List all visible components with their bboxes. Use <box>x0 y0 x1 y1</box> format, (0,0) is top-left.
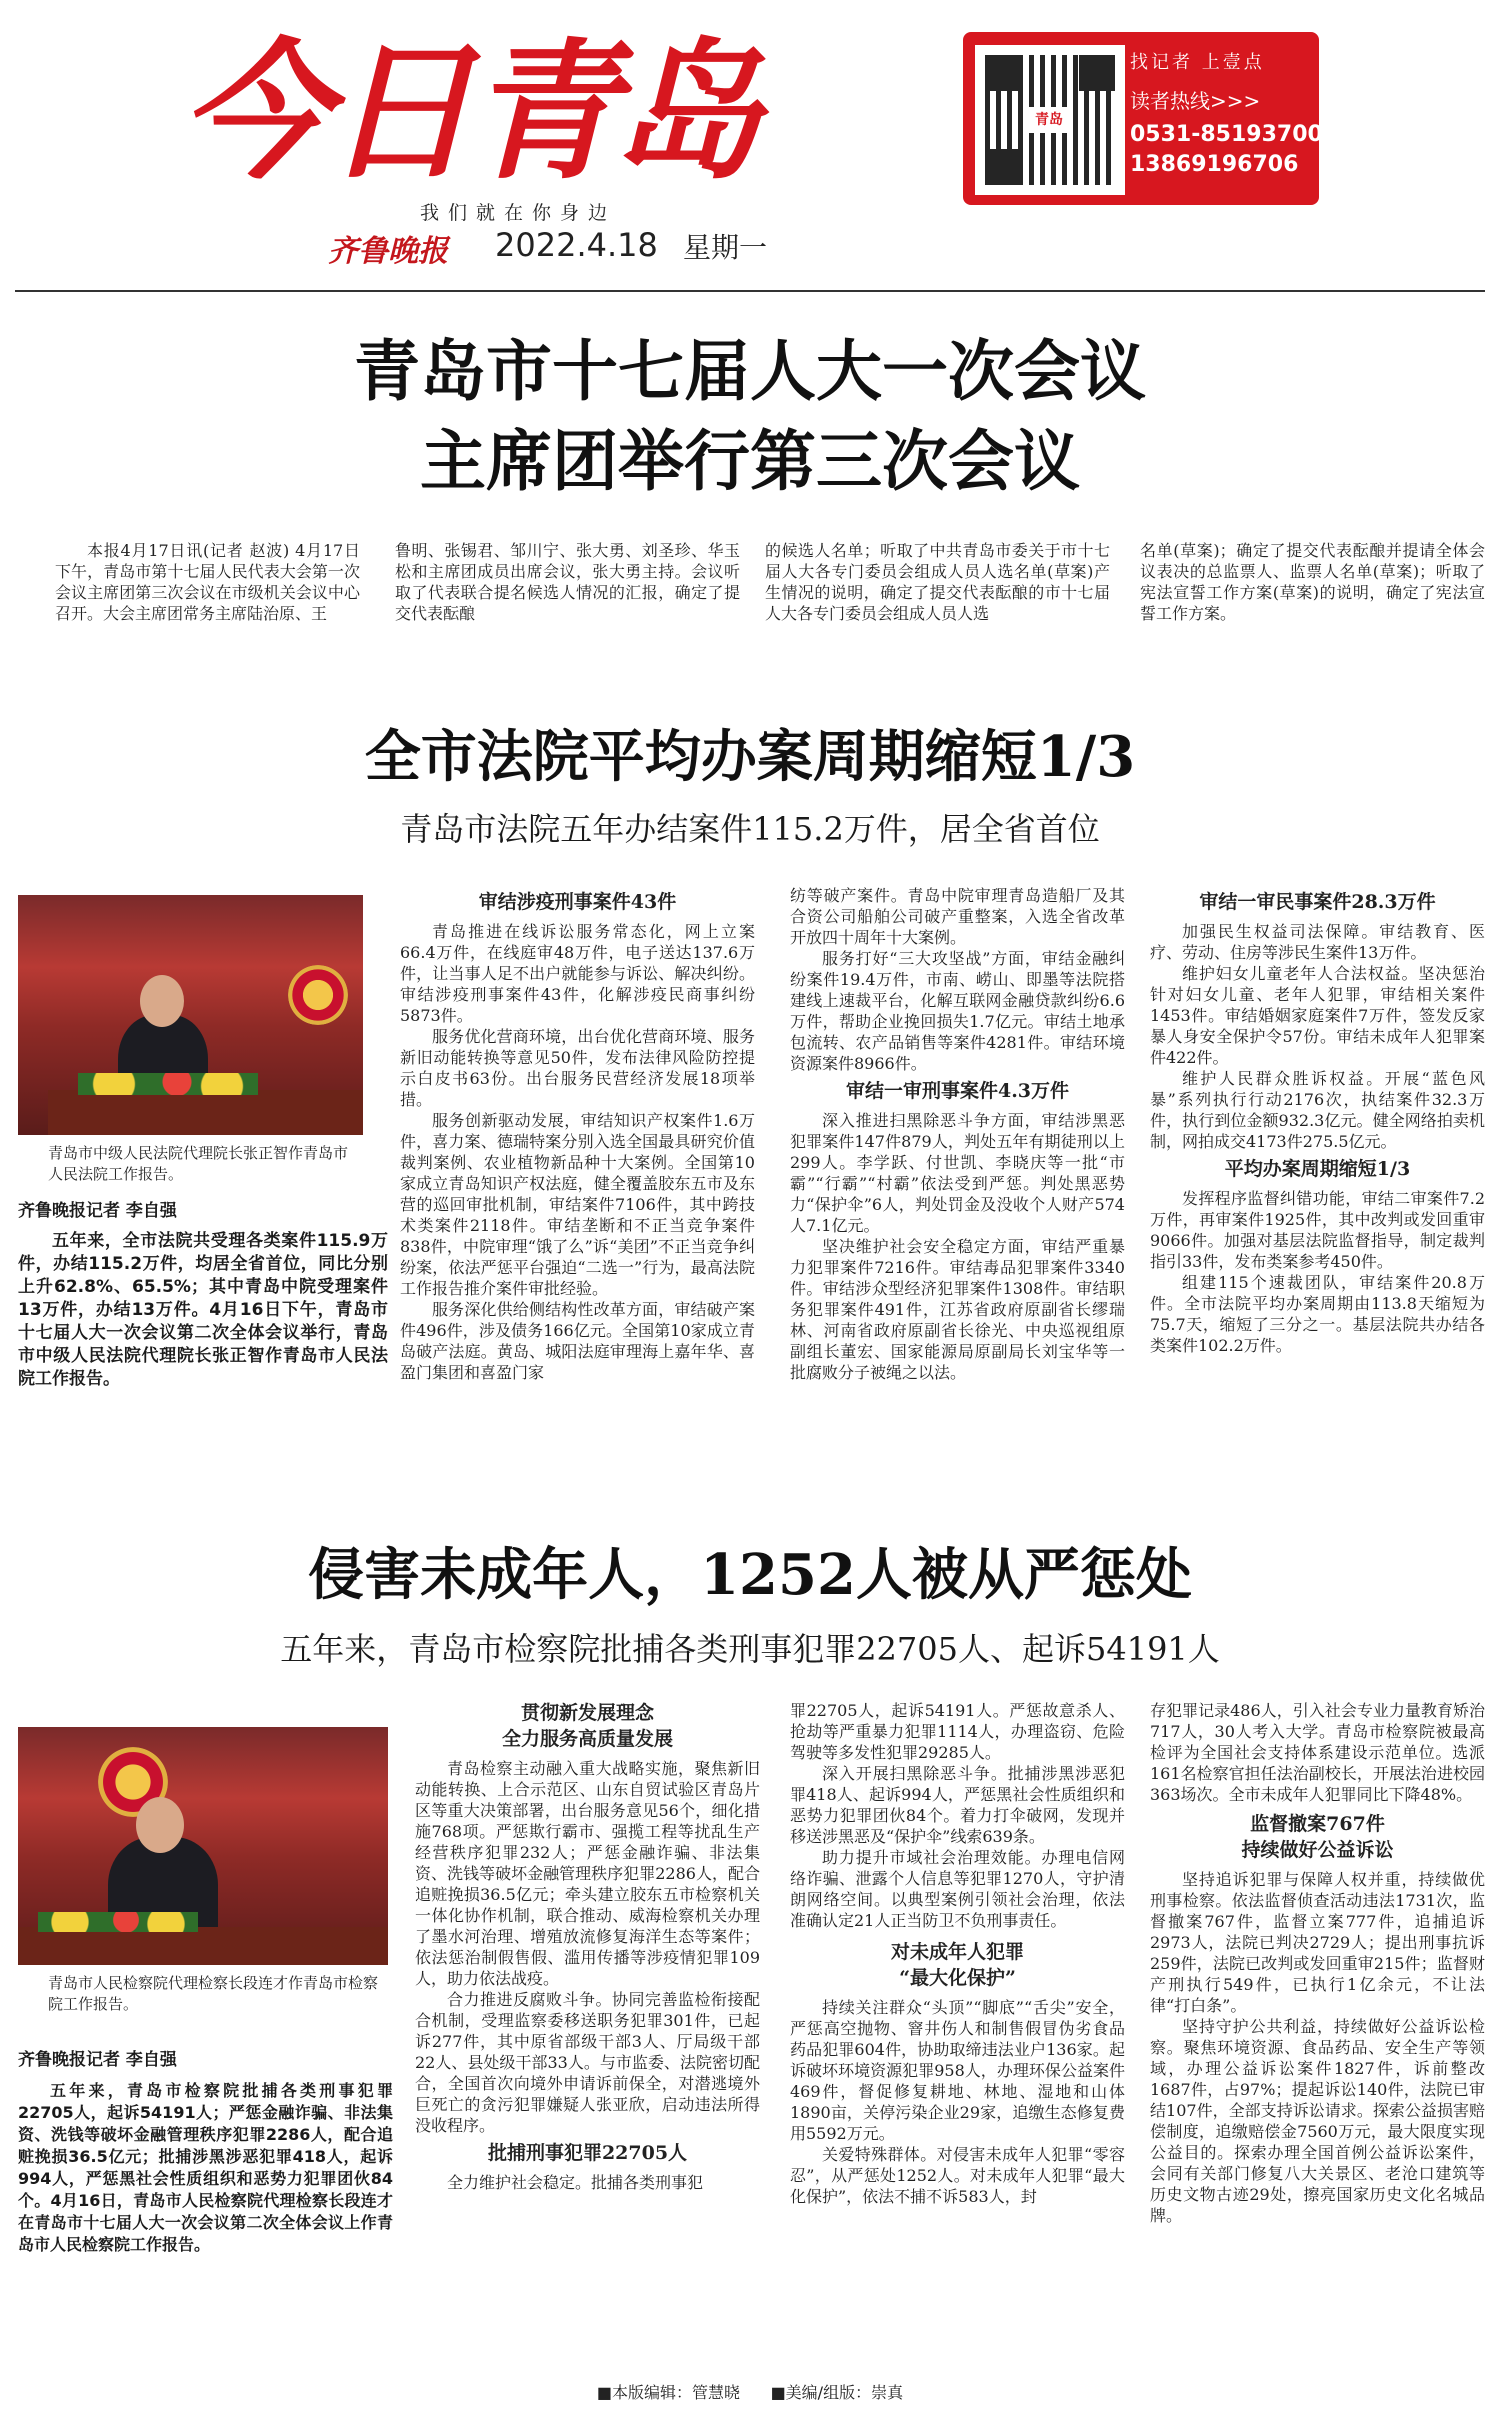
page-footer <box>0 2380 1500 2403</box>
article2-byline: 齐鲁晚报记者 李自强 <box>18 1201 177 1221</box>
article2-headline: 全市法院平均办案周期缩短1/3 <box>364 724 1136 790</box>
article1-headline-line1: 青岛市十七届人大一次会议 <box>354 332 1146 410</box>
article2-subheadline: 青岛市法院五年办结案件115.2万件，居全省首位 <box>400 810 1100 848</box>
article2-photo <box>18 895 363 1135</box>
podium <box>48 1090 363 1135</box>
article3-lead: 五年来，青岛市检察院批捕各类刑事犯罪22705人，起诉54191人；严惩金融诈骗、非法集资、洗钱等破坏金融管理秩序犯罪2286人，配合追赃挽损36.5亿元；批捕涉黑涉恶犯罪418人，起诉994人，严惩黑社会性质组织和恶势力犯罪团伙84个。4月16日，青岛市人民检察院代理检察长段连才在青岛市十七届人大一次会议第二次全体会议上作青岛市人民检察院工作报告。 <box>18 2081 393 2254</box>
emblem-icon <box>288 965 348 1025</box>
article3-col2: 贯彻新发展理念 全力服务高质量发展 青岛检察主动融入重大战略实施，聚焦新旧动能转换、上合示范区、山东自贸试验区青岛片区等重大决策部署，出台服务意见56个，细化措施768项。严惩欺行霸市、强揽工程等扰乱生产经营秩序犯罪232人；严惩金融诈骗、非法集资、洗钱等破坏金融管理秩序犯罪2286人，配合追赃挽损36.5亿元；牵头建立胶东五市检察机关一体化协作机制，联合推动、威海检察机关办理了墨水河治理、增殖放流修复海洋生态等案件；依法惩治制假售假、滥用传播等涉疫情犯罪109人，助力依法战疫。 合力推进反腐败斗争。协同完善监检衔接配合机制，受理监察委移送职务犯罪301件，已起诉277件，其中原省部级干部3人、厅局级干部22人、县处级干部33人。与市监委、法院密切配合，全国首次向境外申请诉前保全，对潜逃境外巨死亡的贪污犯罪嫌疑人张亚欣，启动违法所得没收程序。 批捕刑事犯罪22705人 全力维护社会稳定。批捕各类刑事犯 <box>415 1702 760 2192</box>
article2-lead: 五年来，全市法院共受理各类案件115.9万件，办结115.2万件，均居全省首位，同比分别上升62.8%、65.5%；其中青岛中院受理案件13万件，办结13万件。4月16日下午，青岛市十七届人大一次会议第二次全体会议举行，青岛市中级人民法院代理院长张正智作青岛市人民法院工作报告。 <box>18 1231 388 1389</box>
article1-col1: 本报4月17日讯(记者 赵波) 4月17日下午，青岛市第十七届人民代表大会第一次会议主席团第三次会议在市级机关会议中心召开。大会主席团常务主席陆治原、王 <box>55 541 360 623</box>
hotline-phone-2: 13869196706 <box>1130 152 1299 177</box>
article3-byline: 齐鲁晚报记者 李自强 <box>18 2050 177 2070</box>
hotline-label: 读者热线>>> <box>1130 89 1261 113</box>
footer-editor: ■本版编辑：管慧晓 <box>596 2383 741 2402</box>
article3-subheadline: 五年来，青岛市检察院批捕各类刑事犯罪22705人、起诉54191人 <box>280 1630 1220 1668</box>
article3-col3: 罪22705人，起诉54191人。严惩故意杀人、抢劫等严重暴力犯罪1114人，办理盗窃、危险驾驶等多发性犯罪29285人。 深入开展扫黑除恶斗争。批捕涉黑涉恶犯罪418人、起诉994人，严惩黑社会性质组织和恶势力犯罪团伙84个。着力打伞破网，发现并移送涉黑恶及“保护伞”线索639条。 助力提升市域社会治理效能。办理电信网络诈骗、泄露个人信息等犯罪1270人，守护清朗网络空间。以典型案例引领社会治理，依法准确认定21人正当防卫不负刑事责任。 对未成年人犯罪 “最大化保护” 持续关注群众“头顶”“脚底”“舌尖”安全，严惩高空抛物、窨井伤人和制售假冒伪劣食品药品犯罪604件，协助取缔违法业户136家。起诉破坏环境资源犯罪958人，办理环保公益案件469件，督促修复耕地、林地、湿地和山体1890亩，关停污染企业29家，追缴生态修复费用5592万元。 关爱特殊群体。对侵害未成年人犯罪“零容忍”，从严惩处1252人。对未成年人犯罪“最大化保护”，依法不捕不诉583人，封 <box>790 1701 1125 2206</box>
article1-headline-line2: 主席团举行第三次会议 <box>420 422 1080 500</box>
article3-headline: 侵害未成年人，1252人被从严惩处 <box>308 1542 1192 1608</box>
qr-badge: 青岛 <box>1027 107 1071 133</box>
flowers <box>38 1912 198 1932</box>
issue-date: 2022.4.18 <box>495 226 658 264</box>
podium <box>18 1927 388 1965</box>
article1-col3: 的候选人名单；听取了中共青岛市委关于市十七届人大各专门委员会组成人员人选名单(草案)产生情况的说明，确定了提交代表酝酿的市十七届人大各专门委员会组成人员人选 <box>765 541 1110 623</box>
masthead-divider <box>15 290 1485 292</box>
speaker-head <box>136 1797 184 1853</box>
article2-col4: 审结一审民事案件28.3万件 加强民生权益司法保障。审结教育、医疗、劳动、住房等涉民生案件13万件。 维护妇女儿童老年人合法权益。坚决惩治针对妇女儿童、老年人犯罪，审结相关案件1453件。审结婚姻家庭案件7万件，签发反家暴人身安全保护令57份。审结未成年人犯罪案件422件。 维护人民群众胜诉权益。开展“蓝色风暴”系列执行行动2176次，执结案件32.3万件，执行到位金额932.3亿元。健全网络拍卖机制，网拍成交4173件275.5亿元。 平均办案周期缩短1/3 发挥程序监督纠错功能，审结二审案件7.2万件，再审案件1925件，其中改判或发回重审9066件。加强对基层法院监督指导，制定裁判指引33件，发布类案参考450件。 组建115个速裁团队，审结案件20.8万件。全市法院平均办案周期由113.8天缩短为75.7天，缩短了三分之一。基层法院共办结各类案件102.2万件。 <box>1150 891 1485 1355</box>
masthead-slogan: 我们就在你身边 <box>420 202 617 224</box>
flowers <box>78 1073 258 1095</box>
article1-col4: 名单(草案)；确定了提交代表酝酿并提请全体会议表决的总监票人、监票人名单(草案)；听取了宪法宣誓工作方案(草案)的说明，确定了宪法宣誓工作方案。 <box>1140 541 1485 623</box>
brand-logo: 齐鲁晚报 <box>328 234 448 269</box>
speaker-head <box>140 975 184 1027</box>
article3-col4: 存犯罪记录486人，引入社会专业力量教育矫治717人，30人考入大学。青岛市检察院被最高检评为全国社会支持体系建设示范单位。选派161名检察官担任法治副校长，开展法治进校园363场次。全市未成年人犯罪同比下降48%。 监督撤案767件 持续做好公益诉讼 坚持追诉犯罪与保障人权并重，持续做优刑事检察。依法监督侦查活动违法1731次，监督撤案767件，监督立案777件，追捕追诉2973人，法院已判决2729人；提出刑事抗诉259件，法院已改判或发回重审215件；监督财产刑执行549件，已执行1亿余元，不让法律“打白条”。 坚持守护公共利益，持续做好公益诉讼检察。聚焦环境资源、食品药品、安全生产等领域，办理公益诉讼案件1827件，诉前整改1687件，占97%；提起诉讼140件，法院已审结107件，全部支持诉讼请求。探索公益损害赔偿制度，追缴赔偿金7560万元，最大限度实现公益目的。探索办理全国首例公益诉讼案件，会同有关部门修复八大关景区、老沧口建筑等历史文物古迹29处，擦亮国家历史文化名城品牌。 <box>1150 1701 1485 2225</box>
hotline-title: 找记者 上壹点 <box>1130 52 1265 73</box>
article3-photo-caption: 青岛市人民检察院代理检察长段连才作青岛市检察院工作报告。 <box>48 1974 379 2013</box>
qr-code-icon[interactable] <box>975 45 1125 195</box>
article2-col2: 审结涉疫刑事案件43件 青岛推进在线诉讼服务常态化，网上立案66.4万件，在线庭审48万件，电子送达137.6万件，让当事人足不出户就能参与诉讼、解决纠纷。审结涉疫刑事案件43件，化解涉疫民商事纠纷5873件。 服务优化营商环境，出台优化营商环境、服务新旧动能转换等意见50件，发布法律风险防控提示白皮书63份。出台服务民营经济发展18项举措。 服务创新驱动发展，审结知识产权案件1.6万件，喜力案、德瑞特案分别入选全国最具研究价值裁判案例、农业植物新品种十大案例。全国第10家成立青岛知识产权法庭，健全覆盖胶东五市及东营的巡回审批机制，审结案件7106件，其中跨技术类案件2118件。审结垄断和不正当竞争案件838件，中院审理“饿了么”诉“美团”不正当竞争纠纷案，依法严惩平台强迫“二选一”行为，最高法院工作报告推介案件审批经验。 服务深化供给侧结构性改革方面，审结破产案件496件，涉及债务166亿元。全国第10家成立青岛破产法庭。黄岛、城阳法庭审理海上嘉年华、喜盈门集团和喜盈门家 <box>400 891 755 1382</box>
article2-photo-caption: 青岛市中级人民法院代理院长张正智作青岛市人民法院工作报告。 <box>48 1144 349 1183</box>
footer-designer: ■美编/组版：崇真 <box>770 2383 904 2402</box>
issue-weekday: 星期一 <box>683 231 768 264</box>
article1-col2: 鲁明、张锡君、邹川宁、张大勇、刘圣珍、华玉松和主席团成员出席会议，张大勇主持。会议听取了代表联合提名候选人情况的汇报，确定了提交代表酝酿 <box>395 541 740 623</box>
article3-photo <box>18 1727 388 1965</box>
hotline-phone-1: 0531-85193700 <box>1130 122 1323 147</box>
masthead-title: 今日青岛 <box>180 26 757 200</box>
article2-col3: 纺等破产案件。青岛中院审理青岛造船厂及其合资公司船舶公司破产重整案，入选全省改革开放四十周年十大案例。 服务打好“三大攻坚战”方面，审结金融纠纷案件19.4万件，市南、崂山、即墨等法院搭建线上速裁平台，化解互联网金融贷款纠纷6.6万件，帮助企业挽回损失1.7亿元。审结土地承包流转、农产品销售等案件4281件。审结环境资源案件8966件。 审结一审刑事案件4.3万件 深入推进扫黑除恶斗争方面，审结涉黑恶犯罪案件147件879人，判处五年有期徒刑以上299人。李学跃、付世凯、李晓庆等一批“市霸”“行霸”“村霸”依法受到严惩。判处黑恶势力“保护伞”6人，判处罚金及没收个人财产574人7.1亿元。 坚决维护社会安全稳定方面，审结严重暴力犯罪案件7216件。审结毒品犯罪案件3340件。审结涉众型经济犯罪案件1308件。审结职务犯罪案件491件，江苏省政府原副省长缪瑞林、河南省政府原副省长徐光、中央巡视组原副组长董宏、国家能源局原副局长刘宝华等一批腐败分子被绳之以法。 <box>790 886 1125 1382</box>
